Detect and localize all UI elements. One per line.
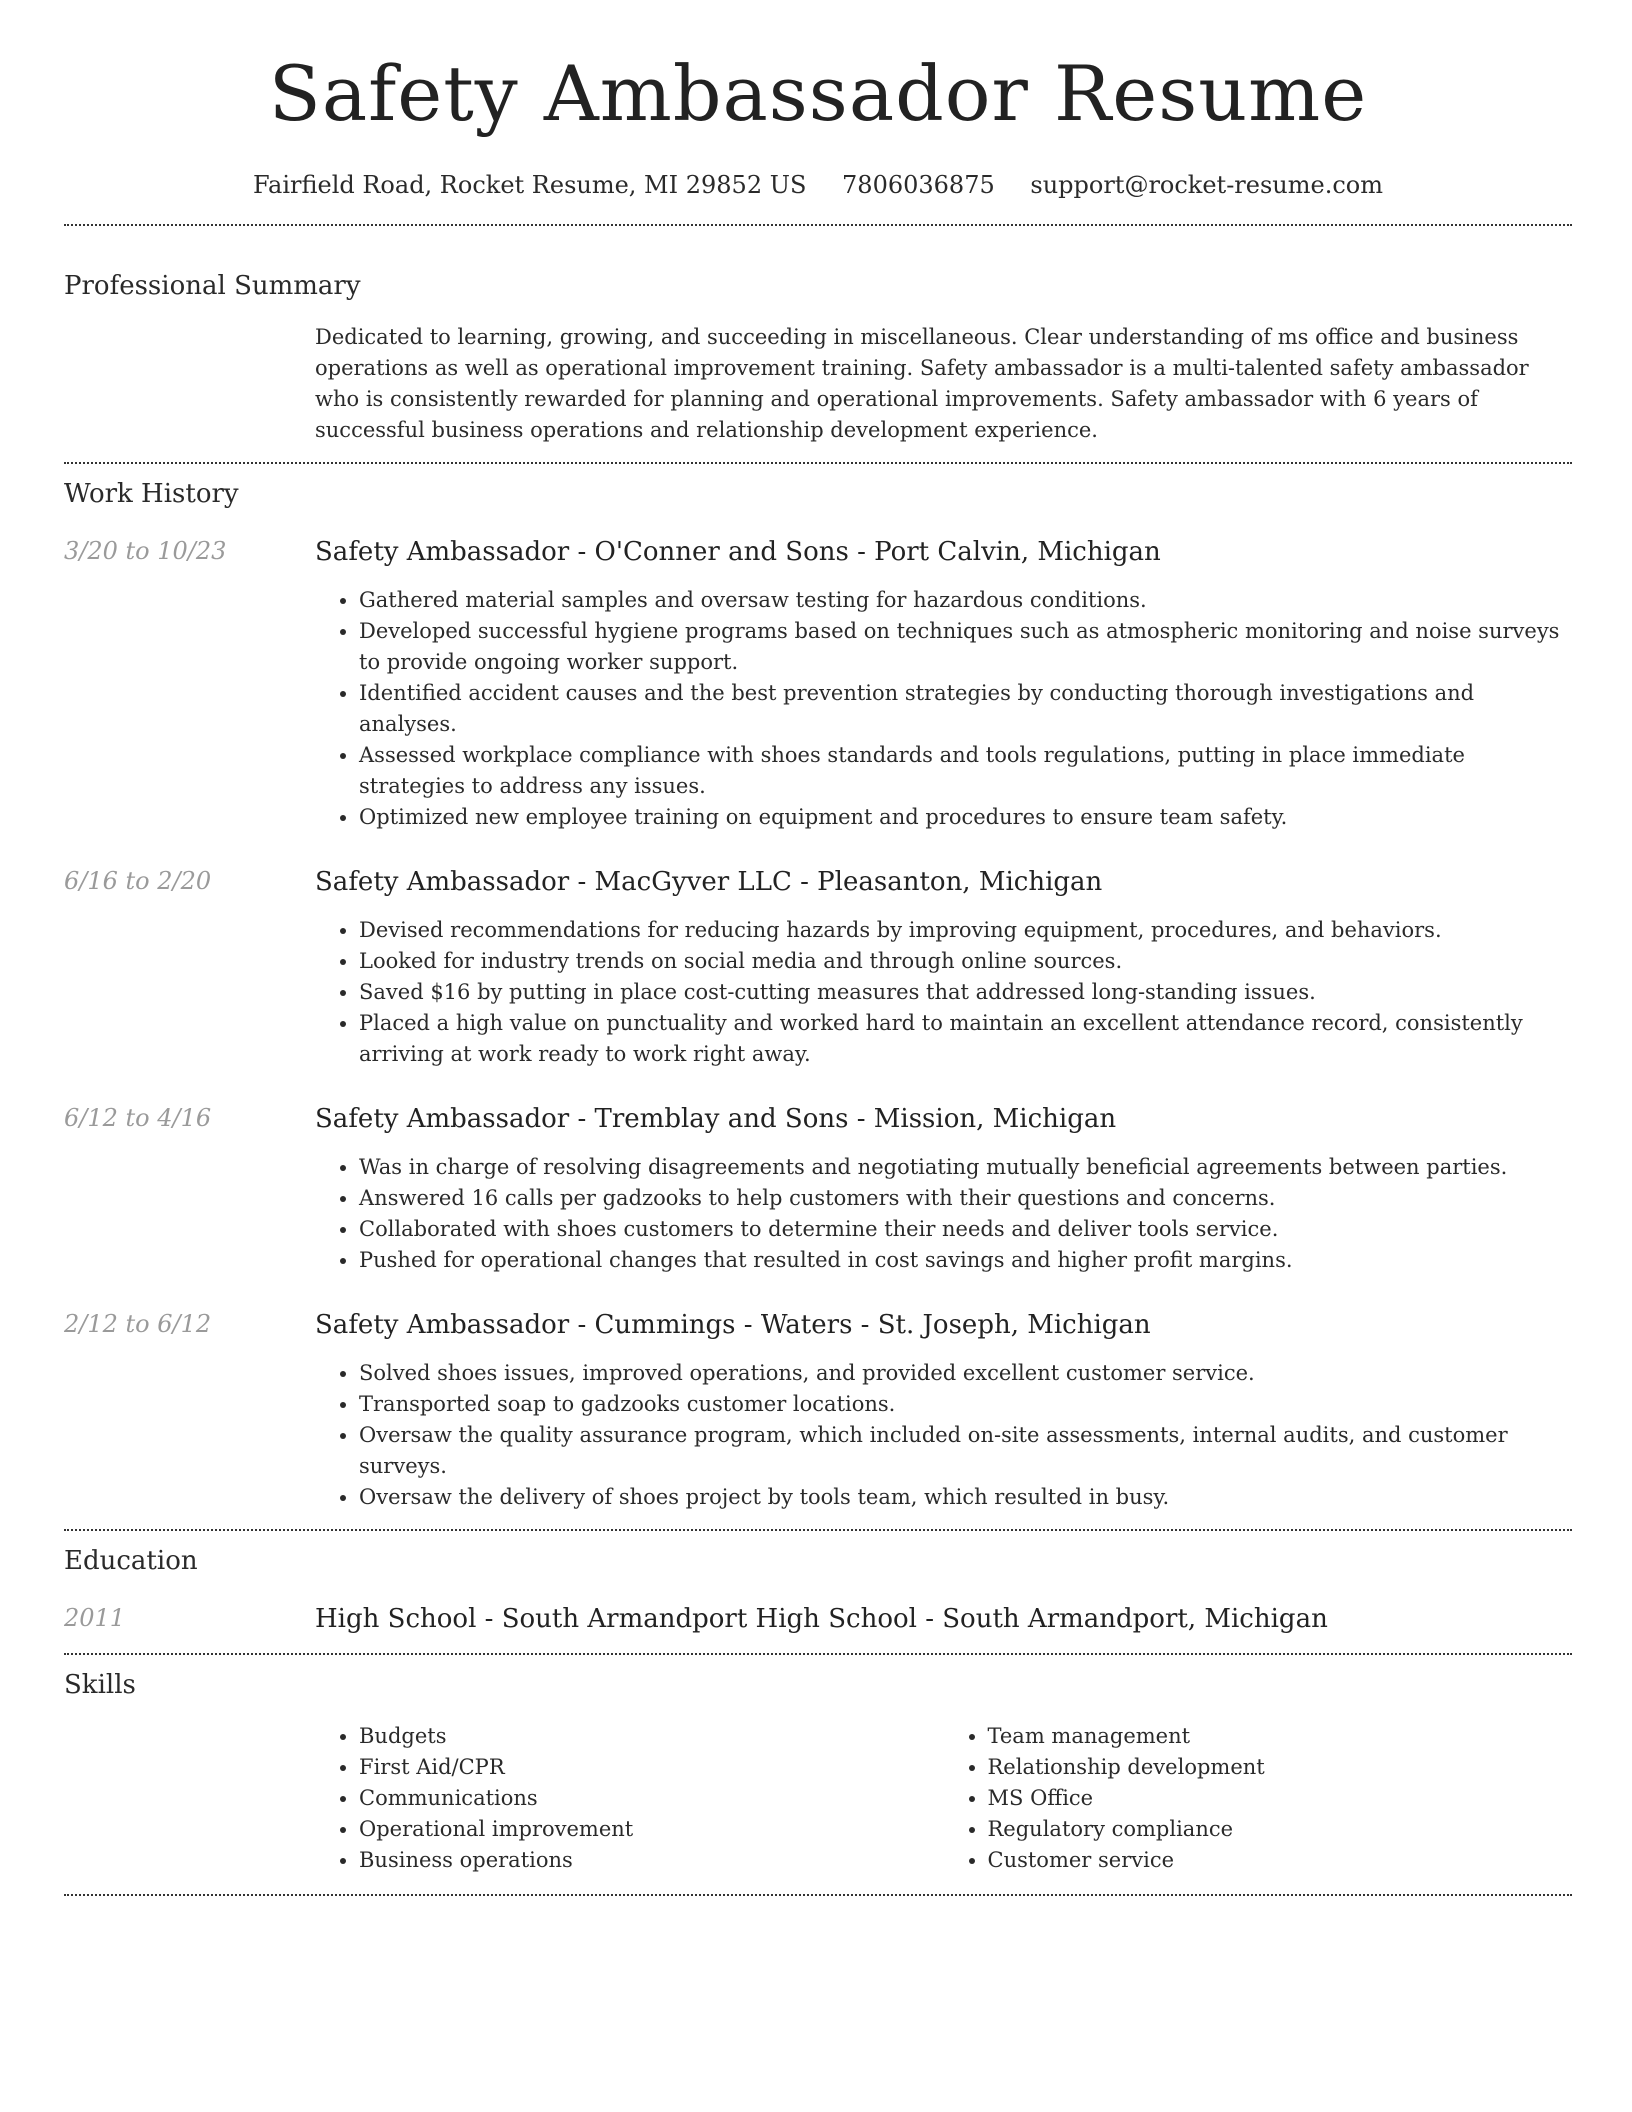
- list-item: • Gathered material samples and oversaw testing for hazardous conditions.: [359, 585, 1572, 616]
- skills-section: [64, 1669, 1572, 1876]
- skill-item: • Relationship development: [988, 1752, 1573, 1783]
- job-bullets: [315, 1152, 1572, 1276]
- work-history-section: [64, 478, 1572, 1513]
- summary-section: [64, 270, 1572, 446]
- skills-list-right: [944, 1721, 1573, 1876]
- phone: 7806036875: [842, 171, 995, 199]
- resume-page: [64, 0, 1572, 1896]
- job-title: Safety Ambassador - MacGyver LLC - Pleasanton, Michigan: [315, 867, 1103, 897]
- job-dates: 2/12 to 6/12: [64, 1310, 212, 1338]
- job-bullets: [315, 585, 1572, 833]
- list-item: • Developed successful hygiene programs based on techniques such as atmospheric monitoring and noise surveys to provide ongoing worker support.: [359, 616, 1572, 678]
- list-item: • Transported soap to gadzooks customer locations.: [359, 1389, 1572, 1420]
- education-entry: [64, 1603, 1572, 1635]
- email: support@rocket-resume.com: [1030, 171, 1383, 199]
- job-bullets: [315, 1358, 1572, 1513]
- divider: [64, 224, 1572, 226]
- list-item: • Solved shoes issues, improved operations, and provided excellent customer service.: [359, 1358, 1572, 1389]
- skill-item: • MS Office: [988, 1783, 1573, 1814]
- skill-item: • Customer service: [988, 1845, 1573, 1876]
- job-entry: [64, 1103, 1572, 1276]
- divider: [64, 462, 1572, 464]
- skill-item: • Communications: [359, 1783, 944, 1814]
- list-item: • Looked for industry trends on social media and through online sources.: [359, 946, 1572, 977]
- list-item: • Placed a high value on punctuality and worked hard to maintain an excellent attendance record, consistently arriving at work ready to work right away.: [359, 1008, 1572, 1070]
- divider: [64, 1653, 1572, 1655]
- education-heading: Education: [64, 1546, 198, 1576]
- skill-item: • Regulatory compliance: [988, 1814, 1573, 1845]
- list-item: • Pushed for operational changes that resulted in cost savings and higher profit margins.: [359, 1245, 1572, 1276]
- list-item: • Optimized new employee training on equipment and procedures to ensure team safety.: [359, 802, 1572, 833]
- list-item: • Saved $16 by putting in place cost-cutting measures that addressed long-standing issues.: [359, 977, 1572, 1008]
- page-title: Safety Ambassador Resume: [268, 49, 1368, 138]
- list-item: • Assessed workplace compliance with shoes standards and tools regulations, putting in place immediate strategies to address any issues.: [359, 740, 1572, 802]
- job-bullets: [315, 915, 1572, 1070]
- skill-item: • Budgets: [359, 1721, 944, 1752]
- skill-item: • Team management: [988, 1721, 1573, 1752]
- job-title: Safety Ambassador - O'Conner and Sons - Port Calvin, Michigan: [315, 537, 1161, 567]
- job-dates: 3/20 to 10/23: [64, 537, 227, 565]
- summary-text: Dedicated to learning, growing, and succeeding in miscellaneous. Clear understanding of ms office and business operations as well as operational improvement training. Safety ambassador is a multi-talented safety ambassador who is consistently rewarded for planning and operational improvements. Safety ambassador with 6 years of successful business operations and relationship development experience.: [315, 325, 1529, 442]
- skills-list-left: [315, 1721, 944, 1876]
- divider: [64, 1894, 1572, 1896]
- skill-item: • Business operations: [359, 1845, 944, 1876]
- job-title: Safety Ambassador - Cummings - Waters - St. Joseph, Michigan: [315, 1310, 1151, 1340]
- divider: [64, 1529, 1572, 1531]
- work-history-heading: Work History: [64, 479, 239, 509]
- skills-heading: Skills: [64, 1670, 136, 1700]
- list-item: • Was in charge of resolving disagreements and negotiating mutually beneficial agreements between parties.: [359, 1152, 1572, 1183]
- address: Fairfield Road, Rocket Resume, MI 29852 US: [253, 171, 807, 199]
- education-year: 2011: [64, 1604, 126, 1632]
- list-item: • Collaborated with shoes customers to determine their needs and deliver tools service.: [359, 1214, 1572, 1245]
- list-item: • Devised recommendations for reducing hazards by improving equipment, procedures, and behaviors.: [359, 915, 1572, 946]
- job-entry: [64, 536, 1572, 833]
- list-item: • Oversaw the quality assurance program, which included on-site assessments, internal audits, and customer surveys.: [359, 1420, 1572, 1482]
- list-item: • Answered 16 calls per gadzooks to help customers with their questions and concerns.: [359, 1183, 1572, 1214]
- job-entry: [64, 866, 1572, 1070]
- contact-line: [64, 170, 1572, 200]
- skill-item: • First Aid/CPR: [359, 1752, 944, 1783]
- job-entry: [64, 1309, 1572, 1513]
- education-title: High School - South Armandport High School - South Armandport, Michigan: [315, 1604, 1328, 1634]
- education-section: [64, 1545, 1572, 1635]
- job-title: Safety Ambassador - Tremblay and Sons - Mission, Michigan: [315, 1104, 1117, 1134]
- list-item: • Identified accident causes and the best prevention strategies by conducting thorough investigations and analyses.: [359, 678, 1572, 740]
- job-dates: 6/12 to 4/16: [64, 1104, 212, 1132]
- summary-heading: Professional Summary: [64, 271, 361, 301]
- skill-item: • Operational improvement: [359, 1814, 944, 1845]
- list-item: • Oversaw the delivery of shoes project by tools team, which resulted in busy.: [359, 1482, 1572, 1513]
- job-dates: 6/16 to 2/20: [64, 867, 212, 895]
